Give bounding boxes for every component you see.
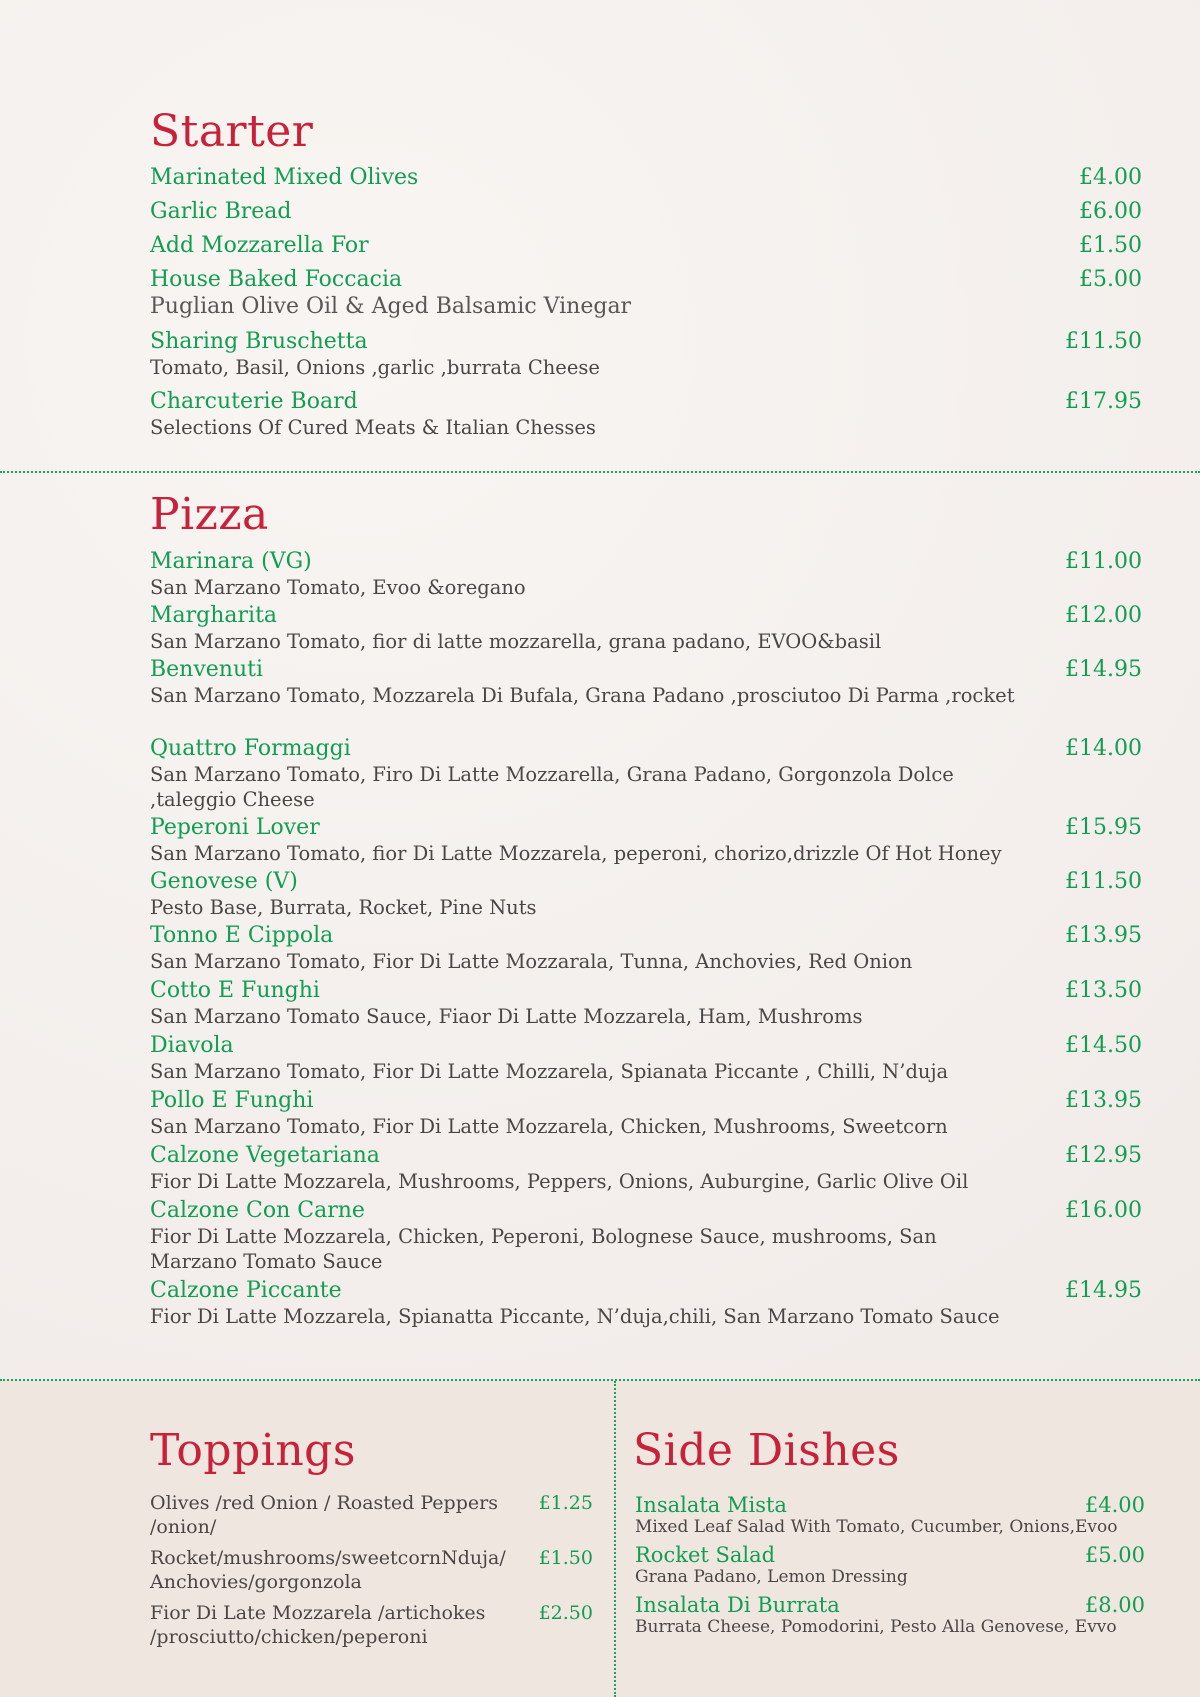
item-price: £1.50: [1079, 233, 1142, 258]
item-price: £16.00: [1065, 1198, 1142, 1223]
item-price: £17.95: [1065, 389, 1142, 414]
menu-item: [150, 815, 1142, 866]
topping-item: [150, 1601, 593, 1649]
item-description: Fior Di Latte Mozzarela, Mushrooms, Peppers, Onions, Auburgine, Garlic Olive Oil: [150, 1170, 969, 1193]
item-price: £11.50: [1065, 869, 1142, 894]
menu-item: [150, 603, 1142, 654]
side-dish-item: [635, 1493, 1145, 1538]
menu-item: [150, 736, 1142, 812]
item-name: Garlic Bread: [150, 199, 292, 224]
item-description: San Marzano Tomato, fior di latte mozzarella, grana padano, EVOO&basil: [150, 630, 882, 653]
item-name: Charcuterie Board: [150, 389, 358, 414]
item-description: San Marzano Tomato, Fior Di Latte Mozzarela, Chicken, Mushrooms, Sweetcorn: [150, 1115, 948, 1138]
item-name: Quattro Formaggi: [150, 736, 351, 761]
item-price: £13.50: [1065, 978, 1142, 1003]
item-price: £14.50: [1065, 1033, 1142, 1058]
item-name: Insalata Di Burrata: [635, 1593, 840, 1617]
side-dish-item: [635, 1593, 1145, 1638]
pizza-title: Pizza: [150, 489, 269, 540]
menu-item: [150, 657, 1142, 708]
menu-item: [150, 1033, 1142, 1084]
item-name: Insalata Mista: [635, 1493, 787, 1517]
topping-item: [150, 1491, 593, 1539]
item-price: £4.00: [1079, 165, 1142, 190]
item-name: Benvenuti: [150, 657, 264, 682]
menu-item: [150, 165, 1142, 191]
item-description: Pesto Base, Burrata, Rocket, Pine Nuts: [150, 896, 537, 919]
menu-item: [150, 389, 1142, 440]
item-name: Rocket Salad: [635, 1543, 776, 1567]
menu-item: [150, 1143, 1142, 1194]
topping-price: £1.50: [538, 1547, 593, 1569]
item-description: Mixed Leaf Salad With Tomato, Cucumber, Onions,Evoo: [635, 1517, 1118, 1537]
item-price: £5.00: [1084, 1543, 1145, 1567]
item-name: Sharing Bruschetta: [150, 329, 368, 354]
item-name: Calzone Vegetariana: [150, 1143, 380, 1168]
item-description: Fior Di Latte Mozzarela, Chicken, Peperoni, Bolognese Sauce, mushrooms, San Marzano Tomato Sauce: [150, 1225, 937, 1273]
menu-item: [150, 1278, 1142, 1329]
topping-item: [150, 1546, 593, 1594]
menu-item: [150, 1198, 1142, 1274]
menu-item: [150, 199, 1142, 225]
item-price: £14.00: [1065, 736, 1142, 761]
item-description: Fior Di Latte Mozzarela, Spianatta Piccante, N’duja,chili, San Marzano Tomato Sauce: [150, 1305, 1000, 1328]
item-description: San Marzano Tomato, Fior Di Latte Mozzarala, Tunna, Anchovies, Red Onion: [150, 950, 913, 973]
item-price: £12.95: [1065, 1143, 1142, 1168]
item-price: £12.00: [1065, 603, 1142, 628]
section-divider: [0, 1379, 1200, 1381]
item-price: £11.50: [1065, 329, 1142, 354]
item-price: £5.00: [1079, 267, 1142, 292]
item-description: Selections Of Cured Meats & Italian Chesses: [150, 416, 596, 439]
item-description: Tomato, Basil, Onions ,garlic ,burrata Cheese: [150, 356, 600, 379]
item-price: £15.95: [1065, 815, 1142, 840]
section-divider: [0, 471, 1200, 473]
item-price: £14.95: [1065, 657, 1142, 682]
menu-item: [150, 869, 1142, 920]
item-description: San Marzano Tomato, Firo Di Latte Mozzarella, Grana Padano, Gorgonzola Dolce ,taleggio Cheese: [150, 763, 954, 811]
item-description: San Marzano Tomato, fior Di Latte Mozzarela, peperoni, chorizo,drizzle Of Hot Honey: [150, 842, 1002, 865]
item-description: San Marzano Tomato, Mozzarela Di Bufala, Grana Padano ,prosciutoo Di Parma ,rocket: [150, 684, 1015, 707]
menu-item: [150, 329, 1142, 380]
topping-text: Rocket/mushrooms/sweetcornNduja/ Anchovies/gorgonzola: [150, 1547, 506, 1593]
item-name: Cotto E Funghi: [150, 978, 320, 1003]
item-price: £11.00: [1065, 549, 1142, 574]
topping-text: Fior Di Late Mozzarela /artichokes /prosciutto/chicken/peperoni: [150, 1602, 486, 1648]
menu-item: [150, 978, 1142, 1029]
item-name: Diavola: [150, 1033, 234, 1058]
item-name: House Baked Foccacia: [150, 267, 403, 292]
item-description: San Marzano Tomato Sauce, Fiaor Di Latte Mozzarela, Ham, Mushroms: [150, 1005, 863, 1028]
item-price: £13.95: [1065, 923, 1142, 948]
item-name: Tonno E Cippola: [150, 923, 334, 948]
toppings-title: Toppings: [150, 1425, 356, 1476]
item-name: Calzone Con Carne: [150, 1198, 365, 1223]
item-description: Burrata Cheese, Pomodorini, Pesto Alla Genovese, Evvo: [635, 1617, 1117, 1637]
topping-price: £1.25: [538, 1492, 593, 1514]
item-name: Peperoni Lover: [150, 815, 320, 840]
topping-price: £2.50: [538, 1602, 593, 1624]
menu-item: [150, 267, 1142, 321]
item-price: £14.95: [1065, 1278, 1142, 1303]
item-name: Marinated Mixed Olives: [150, 165, 419, 190]
item-name: Marinara (VG): [150, 549, 312, 574]
item-name: Calzone Piccante: [150, 1278, 342, 1303]
side-dishes-title: Side Dishes: [633, 1425, 900, 1476]
menu-item: [150, 1088, 1142, 1139]
topping-text: Olives /red Onion / Roasted Peppers /onion/: [150, 1492, 498, 1538]
item-price: £13.95: [1065, 1088, 1142, 1113]
item-name: Add Mozzarella For: [150, 233, 369, 258]
side-dish-item: [635, 1543, 1145, 1588]
item-price: £4.00: [1084, 1493, 1145, 1517]
menu-item: [150, 923, 1142, 974]
starter-title: Starter: [150, 106, 314, 157]
item-description: Grana Padano, Lemon Dressing: [635, 1567, 908, 1587]
item-price: £6.00: [1079, 199, 1142, 224]
menu-item: [150, 233, 1142, 259]
item-name: Pollo E Funghi: [150, 1088, 314, 1113]
item-name: Margharita: [150, 603, 278, 628]
item-description: Puglian Olive Oil & Aged Balsamic Vinegar: [150, 294, 632, 319]
item-description: San Marzano Tomato, Evoo &oregano: [150, 576, 526, 599]
column-divider: [614, 1381, 616, 1697]
menu-item: [150, 549, 1142, 600]
item-price: £8.00: [1084, 1593, 1145, 1617]
item-name: Genovese (V): [150, 869, 298, 894]
item-description: San Marzano Tomato, Fior Di Latte Mozzarela, Spianata Piccante , Chilli, N’duja: [150, 1060, 949, 1083]
